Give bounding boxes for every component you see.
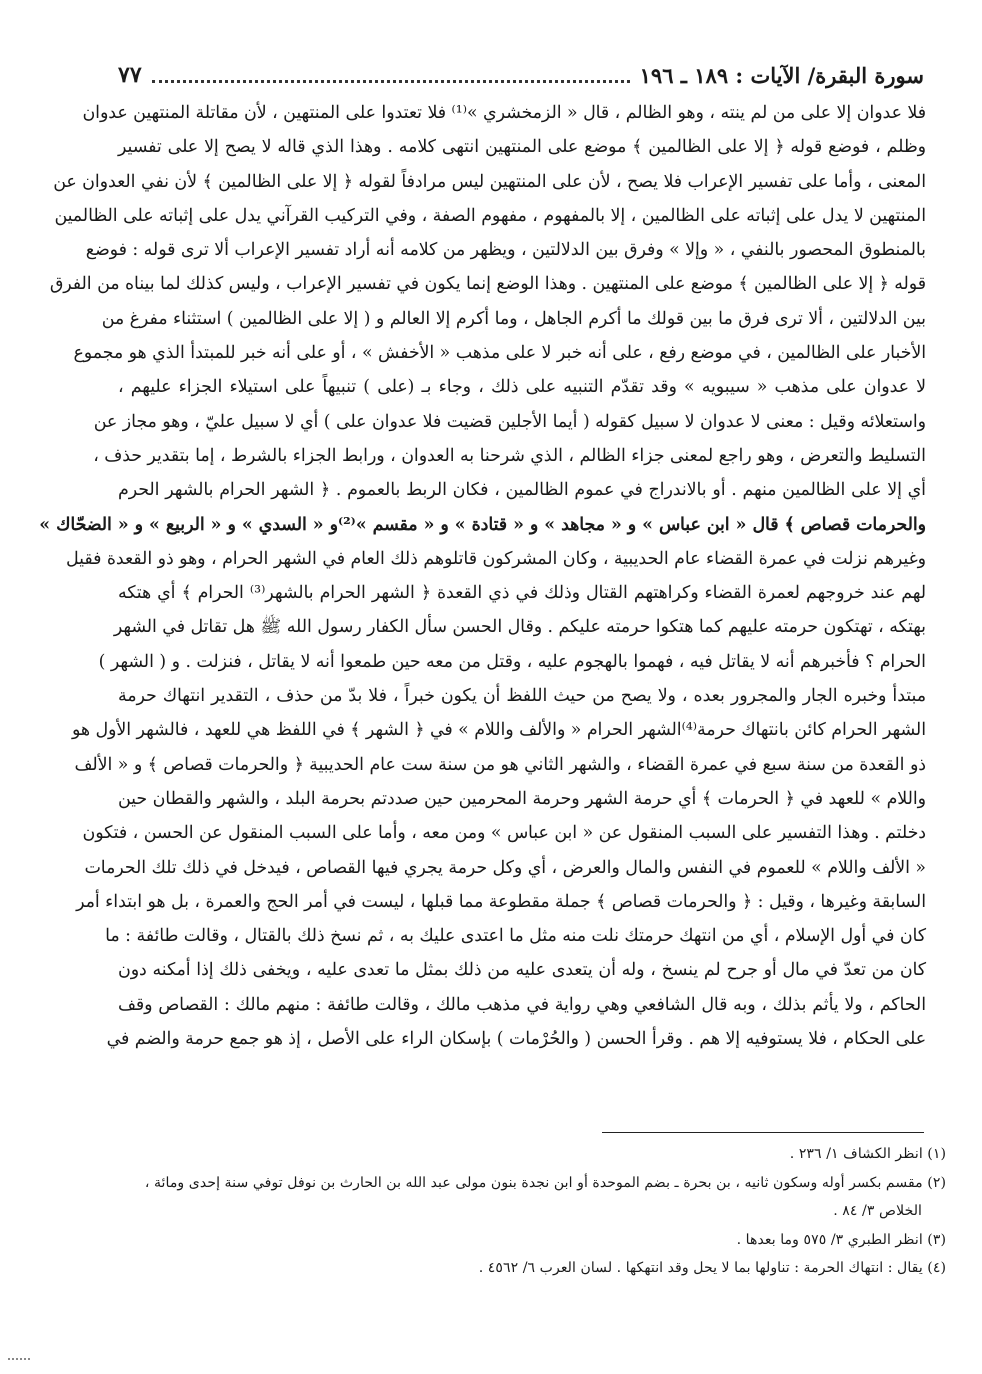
text-line: السابقة وغيرها ، وقيل : ﴿ والحرمات قصاص ﴾ جملة مقطوعة مما قبلها ، ليست في أمر الحج والعمرة ، بل هو ابتداء أمر [76,891,926,912]
page-number: ٧٧ [118,62,142,88]
text-line: التسليط والتعرض ، وهو راجع لمعنى جزاء الظالم ، الذي شرحنا به العدوان ، ورابط الجزاء بالشرط ، إما بتقدير حذف ، [93,445,926,466]
text-line: وظلم ، فوضع قوله ﴿ إلا على الظالمين ﴾ موضع على المنتهين انتهى كلامه . وهذا الذي قاله لا يصح إلا على تفسير [118,137,926,158]
text-line: قوله ﴿ إلا على الظالمين ﴾ موضع على المنتهين . وهذا الوضع إنما يكون في تفسير الإعراب ، وليس كذلك لما بيناه من الفرق [49,274,926,295]
text-line: بهتكه ، تهتكون حرمته عليهم كما هتكوا حرمته عليكم . وقال الحسن سأل الكفار رسول الله ﷺ هل تقاتل في الشهر [113,617,926,638]
text-line: كان من تعدّ في مال أو جرح لم ينسخ ، وله أن يتعدى عليه من ذلك بمثل ما تعدى عليه ، ويخفى ذلك إذا أمكنه دون [118,960,926,981]
header-title: سورة البقرة/ الآيات : ١٨٩ ـ ١٩٦ [639,62,924,88]
scan-edge-mark [8,1358,30,1368]
footnote-3: (٣) انظر الطبري ٣/ ٥٧٥ وما بعدها . [736,1231,946,1248]
text-line: « الألف واللام » للعموم في النفس والمال والعرض ، أي وكل حرمة يجري فيها القصاص ، فيدخل في ذلك تلك الحرمات [84,857,926,878]
text-line: الشهر الحرام كائن بانتهاك حرمة⁽⁴⁾الشهر الحرام « والألف واللام » في ﴿ الشهر ﴾ في اللفظ هي للعهد ، فالشهر الأول هو [71,720,926,741]
header-dotted-leader [152,68,630,83]
text-line: ذو القعدة من سنة سبع في عمرة القضاء ، والشهر الثاني هو من سنة ست عام الحديبية ﴿ والحرمات قصاص ﴾ و « الألف [74,754,926,775]
footnote-2-continued: الخلاص ٣/ ٨٤ . [833,1203,922,1219]
text-line [118,1056,926,1090]
text-line: واللام » للعهد في ﴿ الحرمات ﴾ أي حرمة الشهر وحرمة المحرمين حين صددتم بحرمة البلد ، والشهر والقطان حين [118,788,927,809]
text-line: واستعلائه وقيل : معنى لا عدوان لا سبيل كقوله ( أيما الأجلين قضيت فلا عدوان على ) أي لا سبيل عليّ ، وهو مجاز عن [93,411,926,432]
text-line: دخلتم . وهذا التفسير على السبب المنقول عن « ابن عباس » ومن معه ، وأما على السبب المنقول عن الحسن ، فتكون [82,823,926,844]
footnote-2: (٢) مقسم بكسر أوله وسكون ثانيه ، بن بحرة ـ بضم الموحدة أو ابن نجدة بنون مولى عبد الله بن الحارث بن نوفل توفي سنة إحدى ومائة ، [144,1174,946,1191]
text-line: بالمنطوق المحصور بالنفي ، « وإلا » وفرق بين الدلالتين ، ويظهر من كلامه أنه أراد تفسير الإعراب ألا ترى قوله : فوضع [85,240,926,261]
text-line: الحاكم ، ولا يأثم بذلك ، وبه قال الشافعي وهي رواية في مذهب مالك ، وقالت طائفة : منهم مالك : القصاص وقف [118,994,926,1015]
running-header [118,58,924,92]
text-line: مبتدأ وخبره الجار والمجرور بعده ، ولا يصح من حيث اللفظ أن يكون خبراً ، فلا بدّ من حذف ، التقدير انتهاك حرمة [118,686,926,707]
text-line: وغيرهم نزلت في عمرة القضاء عام الحديبية ، وكان المشركون قاتلوهم ذلك العام في الشهر الحرام ، وهو ذو القعدة فقيل [66,548,926,569]
text-line: بين الدلالتين ، ألا ترى فرق ما بين قولك ما أكرم الجاهل ، وما أكرم إلا العالم و ( إلا على الظالمين ) استثناء مفرغ من [101,308,926,329]
text-line: لهم عند خروجهم لعمرة القضاء وكراهتهم القتال وذلك في ذي القعدة ﴿ الشهر الحرام بالشهر⁽³⁾ الحرام ﴾ أي هتكه [118,583,926,604]
footnotes [110,1140,946,1283]
footnote-separator [602,1132,924,1133]
text-line: الحرام ؟ فأخبرهم أنه لا يقاتل فيه ، فهموا بالهجوم عليه ، وقتل من معه حين طمعوا أنه لا يقاتل ، فنزلت . و ( الشهر ) [98,651,926,672]
text-line: المعنى ، وأما على تفسير الإعراب فلا يصح ، لأن على المنتهين ليس مرادفاً لقوله ﴿ إلا على الظالمين ﴾ لأن نفي العدوان عن [53,171,926,192]
text-line: الأخبار على الظالمين ، في موضع رفع ، على أنه خبر لا على مذهب « الأخفش » ، أو على أنه خبر للمبتدأ الذي هو مجموع [73,343,926,364]
text-line: فلا عدوان إلا على من لم ينته ، وهو الظالم ، قال « الزمخشري »⁽¹⁾ فلا تعتدوا على المنتهين ، لأن مقاتلة المنتهين عدوان [82,103,926,123]
footnote-4: (٤) يقال : انتهاك الحرمة : تناولها بما لا يحل وقد انتهكها . لسان العرب ٦/ ٤٥٦٢ . [478,1260,946,1276]
text-line: على الحكام ، فلا يستوفيه إلا هم . وقرأ الحسن ( والحُرْمات ) بإسكان الراء على الأصل ، إذ هو جمع حرمة والضم في [106,1029,926,1050]
text-line: المنتهين لا يدل على إثباته على الظالمين ، إلا بالمفهوم ، مفهوم الصفة ، وفي التركيب القرآني يدل على إثباته على الظالمين [54,205,926,226]
main-text [39,96,927,1091]
text-line: لا عدوان على مذهب « سيبويه » وقد تقدّم التنبيه على ذلك ، وجاء بـ (على ) تنبيهاً على استيلاء الجزاء عليهم ، [118,377,926,398]
text-line: أي إلا على الظالمين منهم . أو بالاندراج في عموم الظالمين ، فكان الربط بالعموم . ﴿ الشهر الحرام بالشهر الحرم [118,480,926,501]
text-line: والحرمات قصاص ﴾ قال « ابن عباس » و « مجاهد » و « قتادة » و « مقسم »⁽²⁾و « السدي » و « الربيع » و « الضحّاك » [39,514,926,535]
text-line: كان في أول الإسلام ، أي من انتهك حرمتك نلت منه مثل ما اعتدى عليك به ، ثم نسخ ذلك بالقتال ، وقالت طائفة : ما [105,926,926,947]
footnote-1: (١) انظر الكشاف ١/ ٢٣٦ . [789,1146,946,1162]
